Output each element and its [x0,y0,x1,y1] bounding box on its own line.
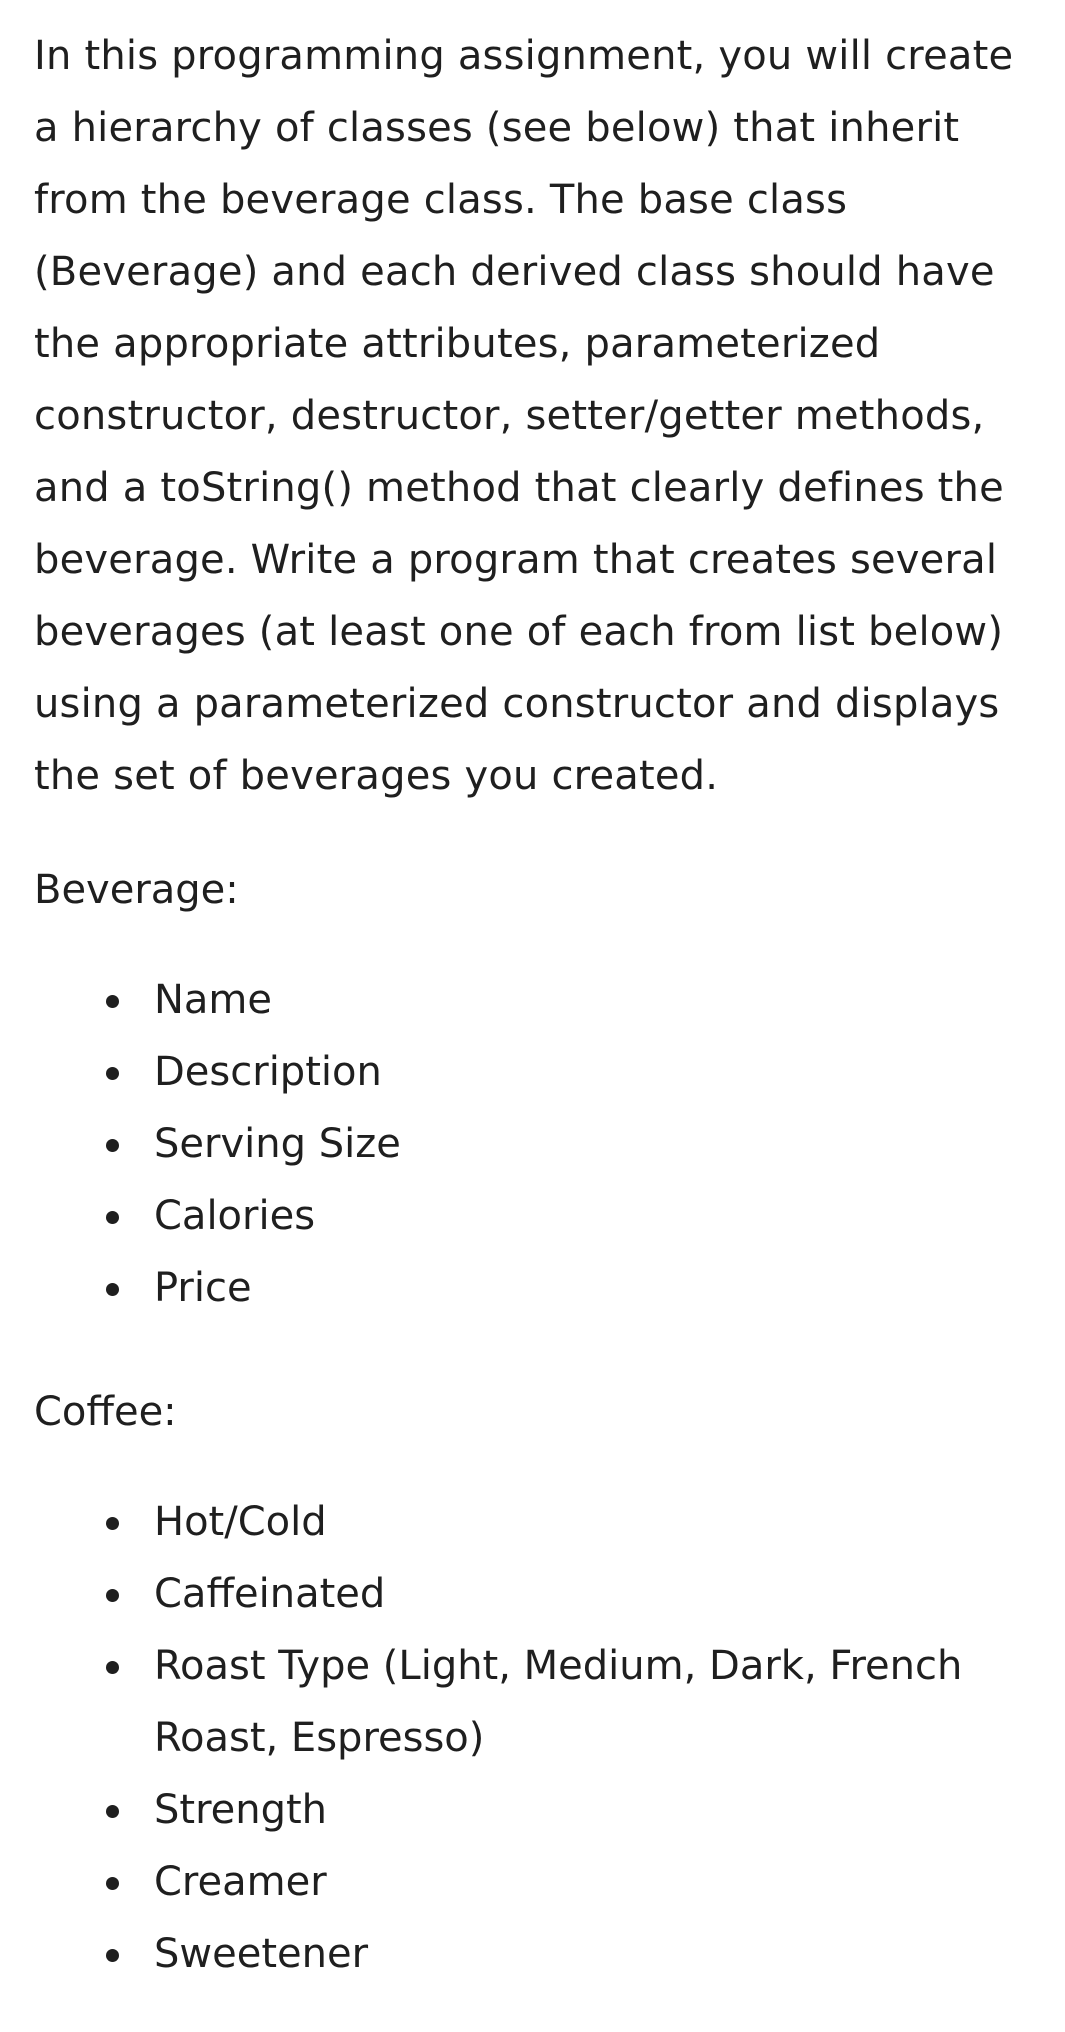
list-item-label: Calories [154,1193,316,1239]
bullet-icon [106,1661,119,1674]
list-item [154,1036,1031,1108]
list-item-label: Name [154,977,273,1023]
bullet-icon [106,1805,119,1818]
list-item-label: Price [154,1265,252,1311]
list-item [154,1180,1031,1252]
beverage-heading: Beverage: [34,867,239,913]
bullet-icon [106,1877,119,1890]
list-item-label: Creamer [154,1859,327,1905]
bullet-icon [106,1949,119,1962]
list-item [154,1558,1031,1630]
list-item-label: Roast Type (Light, Medium, Dark, French Roast, Espresso) [154,1643,963,1761]
list-item [154,1846,1031,1918]
bullet-icon [106,1589,119,1602]
list-item [154,1252,1031,1324]
list-item [154,1918,1031,1990]
list-item-label: Description [154,1049,382,1095]
intro-paragraph: In this programming assignment, you will create a hierarchy of classes (see below) that inherit from the beverage class. The base class (Beverage) and each derived class should have the appropriate attributes, parameterized constructor, destructor, setter/getter methods, and a toString() method that clearly defines the beverage. Write a program that creates several beverages (at least one of each from list below) using a parameterized constructor and displays the set of beverages you created. [34,33,1014,799]
list-item-label: Serving Size [154,1121,401,1167]
list-item-label: Sweetener [154,1931,369,1977]
bullet-icon [106,1139,119,1152]
bullet-icon [106,1211,119,1224]
list-item-label: Hot/Cold [154,1499,327,1545]
beverage-attribute-list [34,964,1031,1324]
list-item [154,1108,1031,1180]
bullet-icon [106,1067,119,1080]
list-item [154,1630,1031,1774]
list-item [154,964,1031,1036]
bullet-icon [106,995,119,1008]
coffee-heading: Coffee: [34,1389,177,1435]
list-item [154,1486,1031,1558]
coffee-attribute-list [34,1486,1031,1990]
bullet-icon [106,1517,119,1530]
bullet-icon [106,1283,119,1296]
list-item-label: Strength [154,1787,328,1833]
list-item-label: Caffeinated [154,1571,386,1617]
list-item [154,1774,1031,1846]
